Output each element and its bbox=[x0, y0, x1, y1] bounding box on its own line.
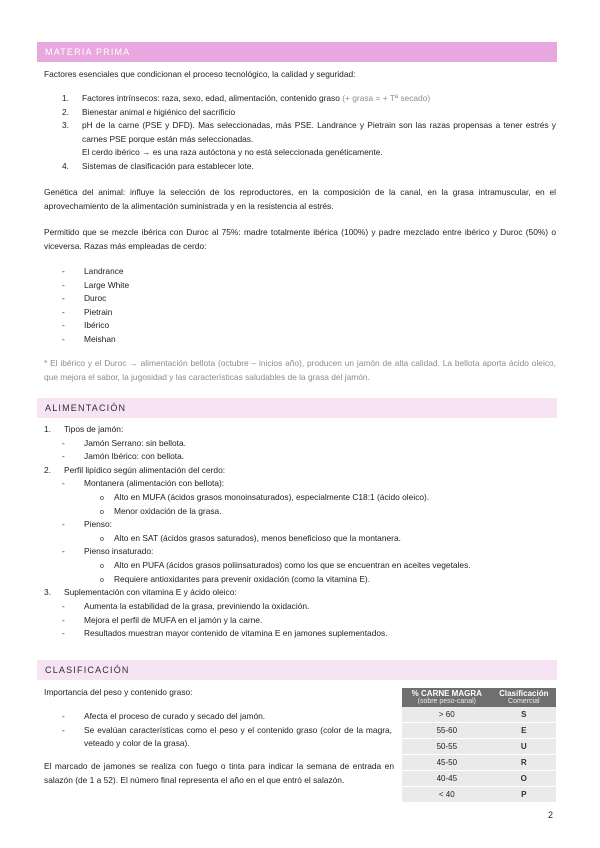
cell-range: > 60 bbox=[402, 707, 492, 723]
list-item: - Jamón Serrano: sin bellota. bbox=[62, 437, 186, 448]
page-number: 2 bbox=[548, 810, 554, 820]
clasificacion-intro: Importancia del peso y contenido graso: bbox=[44, 687, 193, 697]
list-item: - Se evalúan características como el peso y el contenido graso (color de la magra, veteado y color de la grasa). bbox=[62, 724, 392, 751]
item-text: Jamón Ibérico: con bellota. bbox=[84, 451, 185, 462]
section-header-materia-prima: MATERIA PRIMA bbox=[37, 42, 557, 62]
genetica-paragraph: Genética del animal: influye la selección de los reproductores, en la composición de la canal, en la grasa intramuscular, en el aprovechamiento de la alimentación suministrada y en la resistencia al estrés. bbox=[44, 187, 556, 211]
breed-name: Pietrain bbox=[84, 306, 113, 317]
cell-class: E bbox=[492, 723, 556, 739]
breed-item: - Large White bbox=[62, 279, 130, 290]
list-item: o Alto en MUFA (ácidos grasos monoinsaturados), especialmente C18:1 (ácido oleico). bbox=[100, 492, 430, 503]
list-item: o Requiere antioxidantes para prevenir oxidación (como la vitamina E). bbox=[100, 573, 371, 584]
section-header-clasificacion: CLASIFICACIÓN bbox=[37, 660, 557, 680]
bellota-note: * El ibérico y el Duroc → alimentación bellota (octubre – inicios año), producen un jamón de alta calidad. La bellota aporta ácido oleico, que mejora el sabor, la jugosidad y las características saludables de la grasa del jamón. bbox=[44, 358, 556, 382]
marcado-paragraph: El marcado de jamones se realiza con fuego o tinta para indicar la semana de entrada en salazón (de 1 a 52). El número final representa el año en el que entró el salazón. bbox=[44, 761, 394, 785]
list-item: 2. Perfil lipídico según alimentación del cerdo: bbox=[44, 464, 226, 475]
list-item: - Pienso insaturado: bbox=[62, 546, 154, 557]
factor-item bbox=[62, 92, 556, 106]
item-text: Montanera (alimentación con bellota): bbox=[84, 478, 225, 489]
list-item: - Montanera (alimentación con bellota): bbox=[62, 478, 225, 489]
breed-item: - Pietrain bbox=[62, 306, 113, 317]
item-text: Pienso insaturado: bbox=[84, 546, 154, 557]
cell-class: R bbox=[492, 755, 556, 771]
item-text: Menor oxidación de la grasa. bbox=[114, 505, 222, 516]
factor-note: (+ grasa = + Tª secado) bbox=[342, 93, 431, 103]
list-item: - Jamón Ibérico: con bellota. bbox=[62, 451, 185, 462]
cell-range: 50-55 bbox=[402, 739, 492, 755]
materia-intro: Factores esenciales que condicionan el proceso tecnológico, la calidad y seguridad: bbox=[44, 69, 356, 79]
list-item: o Alto en SAT (ácidos grasos saturados), menos beneficioso que la montanera. bbox=[100, 532, 401, 543]
item-text: Alto en PUFA (ácidos grasos poliinsaturados) como los que se encuentran en aceites vegetales. bbox=[114, 560, 471, 571]
permitido-paragraph: Permitido que se mezcle ibérica con Duroc al 75%: madre totalmente ibérica (100%) y padre mezclado entre ibérico y Duroc (50%) o viceversa. Razas más empleadas de cerdo: bbox=[44, 227, 556, 251]
factor-text: Bienestar animal e higiénico del sacrificio bbox=[82, 106, 236, 117]
factor-text: Sistemas de clasificación para establecer lote. bbox=[82, 161, 254, 172]
breed-item: - Duroc bbox=[62, 293, 107, 304]
cell-range: 40-45 bbox=[402, 771, 492, 787]
list-item: 3. Suplementación con vitamina E y ácido oleico: bbox=[44, 587, 237, 598]
item-text: Perfil lipídico según alimentación del cerdo: bbox=[64, 464, 226, 475]
cell-class: O bbox=[492, 771, 556, 787]
list-item: - Afecta el proceso de curado y secado del jamón. bbox=[62, 710, 392, 724]
item-text: Jamón Serrano: sin bellota. bbox=[84, 437, 186, 448]
table-row bbox=[402, 787, 556, 803]
breed-name: Duroc bbox=[84, 293, 107, 304]
col-carne-magra: % CARNE MAGRA (sobre peso-canal) bbox=[402, 688, 492, 707]
table-row bbox=[402, 755, 556, 771]
factor-extra: El cerdo ibérico → es una raza autóctona y no está seleccionada genéticamente. bbox=[82, 147, 383, 158]
item-text: Se evalúan características como el peso y el contenido graso (color de la magra, veteado y color de la grasa). bbox=[84, 724, 392, 749]
breed-name: Ibérico bbox=[84, 320, 110, 331]
list-item: - Aumenta la estabilidad de la grasa, previniendo la oxidación. bbox=[62, 600, 310, 611]
list-item: - Resultados muestran mayor contenido de vitamina E en jamones suplementados. bbox=[62, 628, 388, 639]
cell-class: S bbox=[492, 707, 556, 723]
factor-number: 3. bbox=[62, 120, 69, 131]
breed-item: - Landrance bbox=[62, 266, 124, 276]
clasificacion-points bbox=[62, 710, 392, 751]
list-item: - Pienso: bbox=[62, 519, 112, 530]
item-text: Suplementación con vitamina E y ácido oleico: bbox=[64, 587, 237, 598]
factor-number: 1. bbox=[62, 93, 69, 103]
classification-table bbox=[402, 688, 556, 803]
cell-range: 45-50 bbox=[402, 755, 492, 771]
list-item: - Mejora el perfil de MUFA en el jamón y la carne. bbox=[62, 614, 263, 625]
breed-item: - Meishan bbox=[62, 334, 116, 345]
list-item: 1. Tipos de jamón: bbox=[44, 424, 124, 434]
list-item: o Menor oxidación de la grasa. bbox=[100, 505, 222, 516]
table-row bbox=[402, 723, 556, 739]
factor-item bbox=[62, 119, 556, 160]
table-row bbox=[402, 707, 556, 723]
cell-range: < 40 bbox=[402, 787, 492, 803]
item-text: Aumenta la estabilidad de la grasa, previniendo la oxidación. bbox=[84, 600, 310, 611]
factor-number: 2. bbox=[62, 106, 69, 117]
factor-item bbox=[62, 160, 556, 174]
factor-text: Factores intrínsecos: raza, sexo, edad, alimentación, contenido graso bbox=[82, 93, 340, 103]
table-row bbox=[402, 771, 556, 787]
table-header-row bbox=[402, 688, 556, 707]
item-text: Mejora el perfil de MUFA en el jamón y la carne. bbox=[84, 614, 263, 625]
factor-item bbox=[62, 106, 556, 120]
breed-name: Landrance bbox=[84, 266, 124, 276]
breed-item: - Ibérico bbox=[62, 320, 110, 331]
alimentacion-list bbox=[44, 423, 556, 641]
table-row bbox=[402, 739, 556, 755]
factors-list bbox=[62, 92, 556, 174]
breed-name: Large White bbox=[84, 279, 130, 290]
col-clasificacion: Clasificación Comercial bbox=[492, 688, 556, 707]
item-text: Resultados muestran mayor contenido de vitamina E en jamones suplementados. bbox=[84, 628, 388, 639]
item-text: Requiere antioxidantes para prevenir oxidación (como la vitamina E). bbox=[114, 573, 371, 584]
section-header-alimentacion: ALIMENTACIÓN bbox=[37, 398, 557, 418]
cell-class: U bbox=[492, 739, 556, 755]
cell-class: P bbox=[492, 787, 556, 803]
breed-name: Meishan bbox=[84, 334, 116, 345]
list-item: o Alto en PUFA (ácidos grasos poliinsaturados) como los que se encuentran en aceites vegetales. bbox=[100, 560, 471, 571]
factor-text: pH de la carne (PSE y DFD). Mas seleccionadas, más PSE. Landrance y Pietrain son las razas propensas a tener estrés y carnes PSE porque están más seleccionadas. bbox=[82, 120, 556, 144]
breeds-list bbox=[62, 265, 362, 347]
item-text: Alto en MUFA (ácidos grasos monoinsaturados), especialmente C18:1 (ácido oleico). bbox=[114, 492, 430, 503]
factor-number: 4. bbox=[62, 161, 69, 172]
item-text: Afecta el proceso de curado y secado del jamón. bbox=[84, 711, 266, 721]
cell-range: 55-60 bbox=[402, 723, 492, 739]
item-text: Tipos de jamón: bbox=[64, 424, 124, 434]
item-text: Pienso: bbox=[84, 519, 112, 530]
item-text: Alto en SAT (ácidos grasos saturados), menos beneficioso que la montanera. bbox=[114, 532, 401, 543]
